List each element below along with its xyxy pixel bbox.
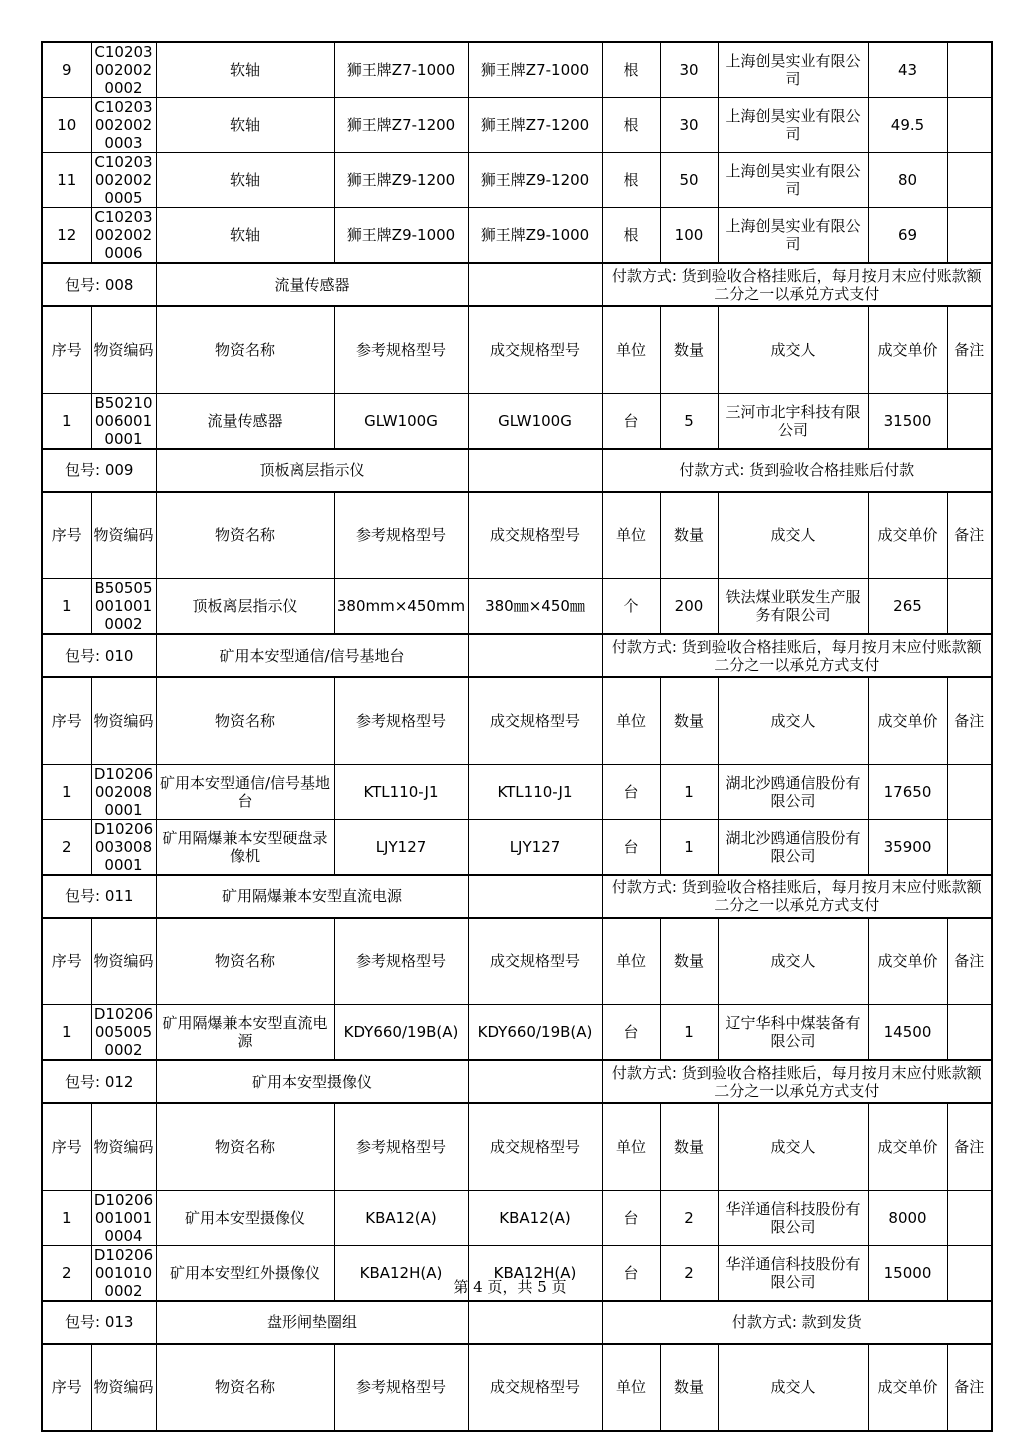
unit-price-cell: 17650: [868, 764, 947, 819]
quantity-cell: 1: [660, 819, 718, 875]
header-seq: 序号: [42, 677, 91, 764]
header-deal-spec: 成交规格型号: [468, 306, 602, 393]
package-number: [42, 1060, 156, 1103]
package-title: 顶板离层指示仪: [156, 449, 468, 492]
deal-spec-cell: LJY127: [468, 819, 602, 875]
unit-cell: 根: [602, 98, 660, 153]
header-deal-spec: 成交规格型号: [468, 1103, 602, 1190]
header-qty: 数量: [660, 918, 718, 1005]
unit-price-cell: 35900: [868, 819, 947, 875]
package-number: [42, 875, 156, 918]
dealer-cell: 辽宁华科中煤装备有限公司: [718, 1005, 868, 1061]
unit-price-cell: 69: [868, 208, 947, 264]
package-label: 包号:: [65, 275, 101, 294]
material-code-cell: D102060020080001: [91, 764, 156, 819]
table-row: [42, 42, 992, 98]
material-code-cell: C102030020020006: [91, 208, 156, 264]
unit-cell: 根: [602, 208, 660, 264]
material-code-cell: C102030020020002: [91, 42, 156, 98]
deal-spec-cell: KDY660/19B(A): [468, 1005, 602, 1061]
seq-cell: 1: [42, 764, 91, 819]
reference-spec-cell: LJY127: [334, 819, 468, 875]
header-dealer: 成交人: [718, 492, 868, 579]
seq-cell: 10: [42, 98, 91, 153]
header-dealer: 成交人: [718, 1103, 868, 1190]
dealer-cell: 上海创昊实业有限公司: [718, 42, 868, 98]
payment-terms: 付款方式: 款到发货: [602, 1301, 992, 1344]
header-code: 物资编码: [91, 677, 156, 764]
dealer-cell: 上海创昊实业有限公司: [718, 153, 868, 208]
reference-spec-cell: 狮王牌Z9-1000: [334, 208, 468, 264]
package-number-value: 008: [104, 275, 134, 294]
header-deal-spec: 成交规格型号: [468, 918, 602, 1005]
column-header-row: [42, 306, 992, 393]
note-cell: [947, 393, 992, 449]
reference-spec-cell: KTL110-J1: [334, 764, 468, 819]
seq-cell: 2: [42, 1245, 91, 1301]
dealer-cell: 上海创昊实业有限公司: [718, 208, 868, 264]
unit-cell: 台: [602, 819, 660, 875]
deal-spec-cell: 狮王牌Z9-1000: [468, 208, 602, 264]
header-ref-spec: 参考规格型号: [334, 918, 468, 1005]
header-code: 物资编码: [91, 1344, 156, 1431]
header-note: 备注: [947, 1103, 992, 1190]
note-cell: [947, 153, 992, 208]
table-row: [42, 819, 992, 875]
quantity-cell: 1: [660, 764, 718, 819]
material-code-cell: B505050010010002: [91, 579, 156, 635]
deal-spec-cell: KBA12(A): [468, 1190, 602, 1245]
table-row: [42, 764, 992, 819]
material-code-cell: D102060010100002: [91, 1245, 156, 1301]
package-number-value: 013: [104, 1313, 134, 1331]
package-number: [42, 634, 156, 677]
material-code-cell: C102030020020005: [91, 153, 156, 208]
header-ref-spec: 参考规格型号: [334, 677, 468, 764]
header-price: 成交单价: [868, 306, 947, 393]
deal-spec-cell: 狮王牌Z7-1000: [468, 42, 602, 98]
column-header-row: [42, 677, 992, 764]
note-cell: [947, 1190, 992, 1245]
payment-terms: 付款方式: 货到验收合格挂账后，每月按月末应付账款额二分之一以承兑方式支付: [602, 875, 992, 918]
seq-cell: 1: [42, 1005, 91, 1061]
reference-spec-cell: GLW100G: [334, 393, 468, 449]
material-name-cell: 矿用隔爆兼本安型直流电源: [156, 1005, 334, 1061]
table-row: [42, 1190, 992, 1245]
package-title: 盘形闸垫圈组: [156, 1301, 468, 1344]
reference-spec-cell: KBA12(A): [334, 1190, 468, 1245]
material-name-cell: 矿用本安型通信/信号基地台: [156, 764, 334, 819]
note-cell: [947, 1005, 992, 1061]
unit-cell: 台: [602, 393, 660, 449]
unit-cell: 根: [602, 42, 660, 98]
material-code-cell: D102060050050002: [91, 1005, 156, 1061]
note-cell: [947, 208, 992, 264]
unit-price-cell: 8000: [868, 1190, 947, 1245]
header-name: 物资名称: [156, 677, 334, 764]
seq-cell: 9: [42, 42, 91, 98]
header-name: 物资名称: [156, 1344, 334, 1431]
quantity-cell: 30: [660, 98, 718, 153]
header-qty: 数量: [660, 1103, 718, 1190]
header-ref-spec: 参考规格型号: [334, 306, 468, 393]
reference-spec-cell: 狮王牌Z9-1200: [334, 153, 468, 208]
note-cell: [947, 98, 992, 153]
header-name: 物资名称: [156, 918, 334, 1005]
package-number-value: 010: [104, 646, 134, 665]
note-cell: [947, 579, 992, 635]
material-code-cell: D102060010010004: [91, 1190, 156, 1245]
procurement-result-table: [41, 41, 993, 1432]
package-blank: [468, 1060, 602, 1103]
header-note: 备注: [947, 492, 992, 579]
payment-terms: 付款方式: 货到验收合格挂账后，每月按月末应付账款额二分之一以承兑方式支付: [602, 634, 992, 677]
package-label: 包号:: [65, 1072, 101, 1091]
header-unit: 单位: [602, 492, 660, 579]
material-name-cell: 矿用本安型红外摄像仪: [156, 1245, 334, 1301]
reference-spec-cell: 380mm×450mm: [334, 579, 468, 635]
material-name-cell: 矿用本安型摄像仪: [156, 1190, 334, 1245]
header-qty: 数量: [660, 492, 718, 579]
header-code: 物资编码: [91, 306, 156, 393]
quantity-cell: 1: [660, 1005, 718, 1061]
material-code-cell: B502100060010001: [91, 393, 156, 449]
seq-cell: 1: [42, 579, 91, 635]
package-number-value: 011: [104, 887, 134, 905]
package-label: 包号:: [65, 887, 101, 905]
dealer-cell: 三河市北宇科技有限公司: [718, 393, 868, 449]
package-row: [42, 1301, 992, 1344]
header-unit: 单位: [602, 306, 660, 393]
header-unit: 单位: [602, 918, 660, 1005]
material-name-cell: 矿用隔爆兼本安型硬盘录像机: [156, 819, 334, 875]
header-note: 备注: [947, 1344, 992, 1431]
deal-spec-cell: GLW100G: [468, 393, 602, 449]
package-row: [42, 875, 992, 918]
table-row: [42, 579, 992, 635]
material-name-cell: 流量传感器: [156, 393, 334, 449]
reference-spec-cell: KBA12H(A): [334, 1245, 468, 1301]
quantity-cell: 100: [660, 208, 718, 264]
header-price: 成交单价: [868, 677, 947, 764]
header-ref-spec: 参考规格型号: [334, 492, 468, 579]
material-name-cell: 软轴: [156, 42, 334, 98]
package-blank: [468, 263, 602, 306]
header-seq: 序号: [42, 492, 91, 579]
dealer-cell: 铁法煤业联发生产服务有限公司: [718, 579, 868, 635]
header-code: 物资编码: [91, 918, 156, 1005]
header-price: 成交单价: [868, 492, 947, 579]
dealer-cell: 湖北沙鸥通信股份有限公司: [718, 819, 868, 875]
unit-cell: 根: [602, 153, 660, 208]
table-row: [42, 208, 992, 264]
header-name: 物资名称: [156, 1103, 334, 1190]
header-code: 物资编码: [91, 492, 156, 579]
seq-cell: 2: [42, 819, 91, 875]
unit-cell: 台: [602, 764, 660, 819]
table-row: [42, 1005, 992, 1061]
column-header-row: [42, 918, 992, 1005]
payment-terms: 付款方式: 货到验收合格挂账后付款: [602, 449, 992, 492]
package-row: [42, 263, 992, 306]
deal-spec-cell: 狮王牌Z7-1200: [468, 98, 602, 153]
package-label: 包号:: [65, 646, 101, 665]
dealer-cell: 上海创昊实业有限公司: [718, 98, 868, 153]
unit-cell: 台: [602, 1005, 660, 1061]
unit-cell: 台: [602, 1190, 660, 1245]
dealer-cell: 华洋通信科技股份有限公司: [718, 1245, 868, 1301]
header-code: 物资编码: [91, 1103, 156, 1190]
material-name-cell: 软轴: [156, 153, 334, 208]
package-number: [42, 449, 156, 492]
header-name: 物资名称: [156, 492, 334, 579]
reference-spec-cell: 狮王牌Z7-1200: [334, 98, 468, 153]
header-ref-spec: 参考规格型号: [334, 1103, 468, 1190]
unit-price-cell: 15000: [868, 1245, 947, 1301]
seq-cell: 11: [42, 153, 91, 208]
note-cell: [947, 764, 992, 819]
column-header-row: [42, 1103, 992, 1190]
quantity-cell: 2: [660, 1245, 718, 1301]
header-deal-spec: 成交规格型号: [468, 1344, 602, 1431]
deal-spec-cell: 狮王牌Z9-1200: [468, 153, 602, 208]
header-seq: 序号: [42, 918, 91, 1005]
package-title: 流量传感器: [156, 263, 468, 306]
package-row: [42, 634, 992, 677]
package-blank: [468, 634, 602, 677]
header-dealer: 成交人: [718, 677, 868, 764]
payment-terms: 付款方式: 货到验收合格挂账后，每月按月末应付账款额二分之一以承兑方式支付: [602, 263, 992, 306]
header-price: 成交单价: [868, 1344, 947, 1431]
package-row: [42, 449, 992, 492]
material-name-cell: 软轴: [156, 98, 334, 153]
deal-spec-cell: KBA12H(A): [468, 1245, 602, 1301]
material-code-cell: C102030020020003: [91, 98, 156, 153]
unit-price-cell: 14500: [868, 1005, 947, 1061]
column-header-row: [42, 492, 992, 579]
unit-cell: 台: [602, 1245, 660, 1301]
note-cell: [947, 42, 992, 98]
header-seq: 序号: [42, 1103, 91, 1190]
reference-spec-cell: 狮王牌Z7-1000: [334, 42, 468, 98]
unit-price-cell: 31500: [868, 393, 947, 449]
header-name: 物资名称: [156, 306, 334, 393]
header-seq: 序号: [42, 306, 91, 393]
dealer-cell: 华洋通信科技股份有限公司: [718, 1190, 868, 1245]
seq-cell: 1: [42, 1190, 91, 1245]
header-price: 成交单价: [868, 1103, 947, 1190]
quantity-cell: 50: [660, 153, 718, 208]
package-title: 矿用本安型通信/信号基地台: [156, 634, 468, 677]
material-name-cell: 顶板离层指示仪: [156, 579, 334, 635]
quantity-cell: 30: [660, 42, 718, 98]
package-title: 矿用本安型摄像仪: [156, 1060, 468, 1103]
header-note: 备注: [947, 918, 992, 1005]
header-qty: 数量: [660, 1344, 718, 1431]
header-dealer: 成交人: [718, 1344, 868, 1431]
package-label: 包号:: [65, 1313, 101, 1331]
material-name-cell: 软轴: [156, 208, 334, 264]
dealer-cell: 湖北沙鸥通信股份有限公司: [718, 764, 868, 819]
header-dealer: 成交人: [718, 918, 868, 1005]
package-title: 矿用隔爆兼本安型直流电源: [156, 875, 468, 918]
header-dealer: 成交人: [718, 306, 868, 393]
header-seq: 序号: [42, 1344, 91, 1431]
header-unit: 单位: [602, 677, 660, 764]
reference-spec-cell: KDY660/19B(A): [334, 1005, 468, 1061]
header-unit: 单位: [602, 1103, 660, 1190]
header-deal-spec: 成交规格型号: [468, 492, 602, 579]
package-number-value: 009: [104, 461, 134, 479]
header-qty: 数量: [660, 306, 718, 393]
material-code-cell: D102060030080001: [91, 819, 156, 875]
page-footer: 第 4 页，共 5 页: [453, 1278, 567, 1296]
table-row: [42, 153, 992, 208]
header-note: 备注: [947, 677, 992, 764]
package-row: [42, 1060, 992, 1103]
header-price: 成交单价: [868, 918, 947, 1005]
seq-cell: 1: [42, 393, 91, 449]
deal-spec-cell: 380㎜×450㎜: [468, 579, 602, 635]
header-qty: 数量: [660, 677, 718, 764]
unit-cell: 个: [602, 579, 660, 635]
package-blank: [468, 875, 602, 918]
package-label: 包号:: [65, 461, 101, 479]
header-deal-spec: 成交规格型号: [468, 677, 602, 764]
quantity-cell: 2: [660, 1190, 718, 1245]
header-ref-spec: 参考规格型号: [334, 1344, 468, 1431]
package-blank: [468, 1301, 602, 1344]
header-unit: 单位: [602, 1344, 660, 1431]
header-note: 备注: [947, 306, 992, 393]
package-number: [42, 1301, 156, 1344]
unit-price-cell: 49.5: [868, 98, 947, 153]
package-number-value: 012: [104, 1072, 134, 1091]
unit-price-cell: 265: [868, 579, 947, 635]
column-header-row: [42, 1344, 992, 1431]
package-number: [42, 263, 156, 306]
package-blank: [468, 449, 602, 492]
seq-cell: 12: [42, 208, 91, 264]
payment-terms: 付款方式: 货到验收合格挂账后，每月按月末应付账款额二分之一以承兑方式支付: [602, 1060, 992, 1103]
table-row: [42, 393, 992, 449]
deal-spec-cell: KTL110-J1: [468, 764, 602, 819]
note-cell: [947, 819, 992, 875]
unit-price-cell: 43: [868, 42, 947, 98]
table-row: [42, 98, 992, 153]
quantity-cell: 5: [660, 393, 718, 449]
quantity-cell: 200: [660, 579, 718, 635]
unit-price-cell: 80: [868, 153, 947, 208]
